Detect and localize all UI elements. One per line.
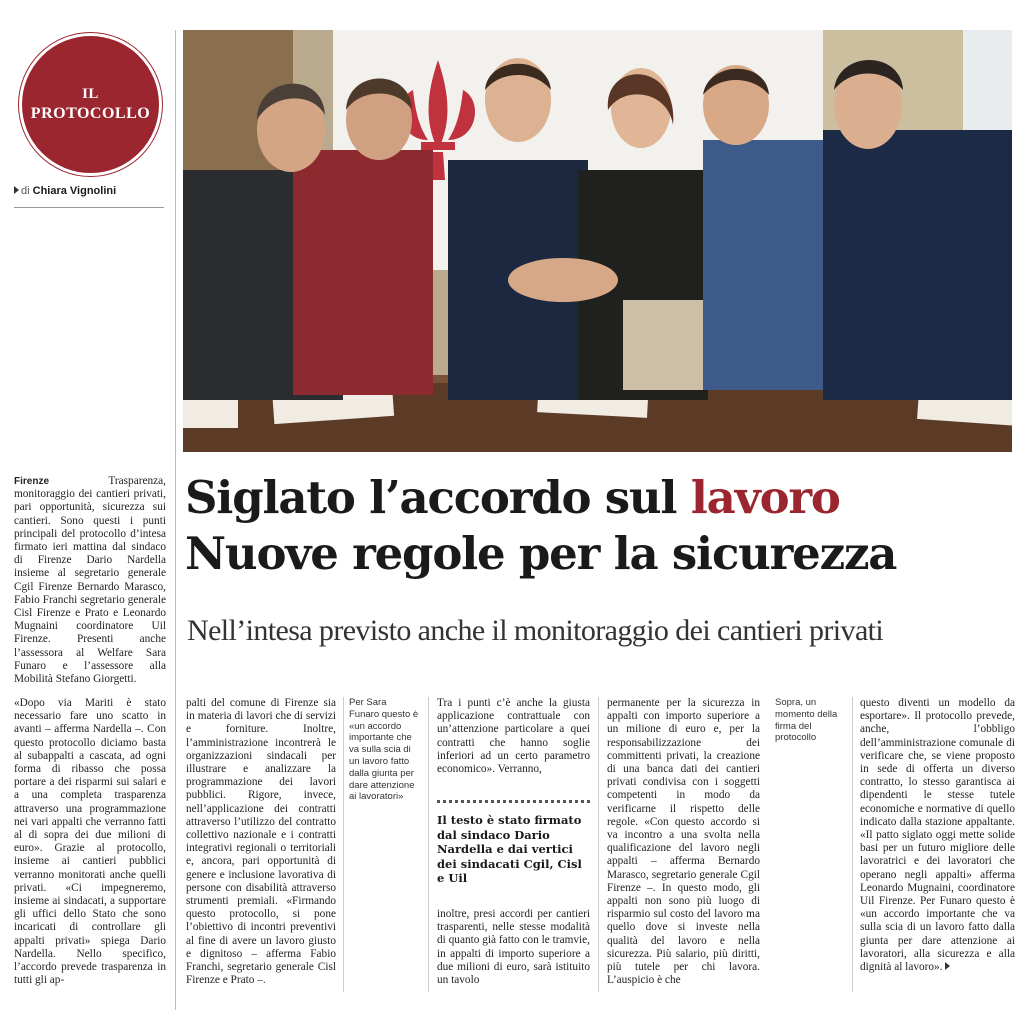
body-column-2: palti del comune di Firenze sia in materia di lavori che di servizi e forniture. Inoltre, l’amministrazione incontrerà le organizzazioni sindacali per illustrare e analizzare la programmazione dei lavori pubblici. Rigore, invece, nell’applicazione dei contratti attraverso l’utilizzo del contratto collettivo nazionale e i contratti integrativi regionali o territoriali e, ancora, pari opportunità di genere e inclusione lavorativa di persone con disabilità attraverso strumenti premiali. «Firmando questo protocollo, si pone l’obiettivo di incontri preventivi al fine di avere un lavoro giusto e dignitoso – afferma Fabio Franchi, segretario generale Cisl Firenze e Prato –. <box>186 697 336 987</box>
headline <box>185 470 1015 582</box>
headline-line-2: Nuove regole per la sicurezza <box>185 527 897 580</box>
badge-line-2: PROTOCOLLO <box>30 105 151 122</box>
body-column-3: Tra i punti c’è anche la giusta applicazione contrattuale con un’attenzione particolare a quei contratti che hanno soglie inferiori ad un certo parametro economico». Verranno, <box>437 697 590 776</box>
lead-text: Trasparenza, monitoraggio dei cantieri privati, pari opportunità, sicurezza sui cantieri. Sono questi i punti principali del protocollo d’intesa firmato ieri mattina dal sindaco di Firenze Dario Nardella insieme al segretario generale Cgil Firenze Bernardo Marasco, Fabio Franchi segretario generale Cisl Firenze e Prato e Leonardo Mugnaini coordinatore Uil Firenze. Presenti anche l’assessora al Welfare Sara Funaro e l’assessore alla Mobilità Stefano Giorgetti. <box>14 475 166 686</box>
column-rule <box>428 697 429 992</box>
section-badge <box>19 33 162 176</box>
byline-prefix: di <box>21 185 30 197</box>
body-column-5 <box>860 697 1015 974</box>
article-photo <box>183 30 1012 452</box>
headline-accent-word: lavoro <box>690 471 840 524</box>
headline-line-1 <box>185 470 1015 526</box>
body-column-5-text: questo diventi un modello da esportare». Il protocollo prevede, anche, l’obbligo dell’amministrazione comunale di verificare che, se viene proposto in sede di offerta un diverso contratto, lo stesso garantisca ai dipendenti le stesse tutele economiche e normative di quello indicato dalla stazione appaltante. «Il patto siglato oggi mette solide basi per un futuro migliore delle lavoratrici e dei lavoratori che operano negli appalti» afferma Leonardo Mugnaini, coordinatore Uil Firenze. Per Funaro questo è «un accordo importante che va sulla scia di un lavoro fatto dalla giunta per dare attenzione ai lavoratori, alla sicurezza e alla dignità al lavoro». <box>860 697 1015 974</box>
byline <box>14 185 164 208</box>
quote-sidebar: Per Sara Funaro questo è «un accordo importante che va sulla scia di un lavoro fatto dalla giunta per dare attenzione ai lavoratori» <box>349 697 419 803</box>
column-rule <box>343 697 344 992</box>
photo-illustration <box>183 30 1012 452</box>
byline-author: Chiara Vignolini <box>32 185 117 197</box>
lead-paragraph <box>14 475 166 686</box>
badge-line-1: IL <box>82 86 99 102</box>
column-rule <box>852 697 853 992</box>
column-rule <box>598 697 599 992</box>
end-of-article-icon <box>945 962 950 970</box>
body-column-3-continued: inoltre, presi accordi per cantieri trasparenti, nelle stesse modalità di quanto già fatto con le tramvie, in appalti di importo superiore a due milioni di euro, sarà istituito un tavolo <box>437 908 590 987</box>
column-divider <box>175 30 176 1010</box>
headline-line-1-text: Siglato l’accordo sul <box>185 471 691 524</box>
subheadline: Nell’intesa previsto anche il monitoraggio dei cantieri privati <box>187 614 884 647</box>
body-column-1: «Dopo via Mariti è stato necessario fare uno scatto in avanti – afferma Nardella –. Con questo protocollo diciamo basta al subappalti a cascata, ad ogni forma di ribasso che possa portare a dei risparmi sui salari e a una completa trasparenza attraverso una programmazione nei vari appalti che verranno fatti al di sopra dei due milioni di euro». Grazie al protocollo, insieme ai cantieri pubblici verranno monitorati anche quelli privati. «Ci impegneremo, insieme ai sindacati, a supportare gli uffici dello Stato che sono incaricati di controllare gli appalti privati» spiega Dario Nardella. Nello specifico, l’accordo prevede trasparenza in tutti gli ap- <box>14 697 166 987</box>
pull-quote: Il testo è stato firmato dal sindaco Dario Nardella e dai vertici dei sindacati Cgil, Cisl e Uil <box>437 800 590 886</box>
photo-caption: Sopra, un momento della firma del protocollo <box>775 697 838 744</box>
byline-arrow-icon <box>14 186 19 194</box>
dateline: Firenze <box>14 476 50 487</box>
body-column-4: permanente per la sicurezza in appalti con importo superiore a un milione di euro e, per la responsabilizzazione dei committenti privati, la creazione di una banca dati dei cantieri privati condivisa con i soggetti competenti in modo da verificarne il rispetto delle regole. «Con questo accordo si va incontro a una svolta nella qualificazione del lavoro negli appalti – afferma Bernardo Marasco, segretario generale Cgil Firenze –. In questo modo, gli appalti non sono più luogo di risparmio sul costo del lavoro ma quello dove si investe nella qualità del lavoro e nella sicurezza. Più salario, più diritti, più tutele per chi lavora. L’auspicio è che <box>607 697 760 987</box>
